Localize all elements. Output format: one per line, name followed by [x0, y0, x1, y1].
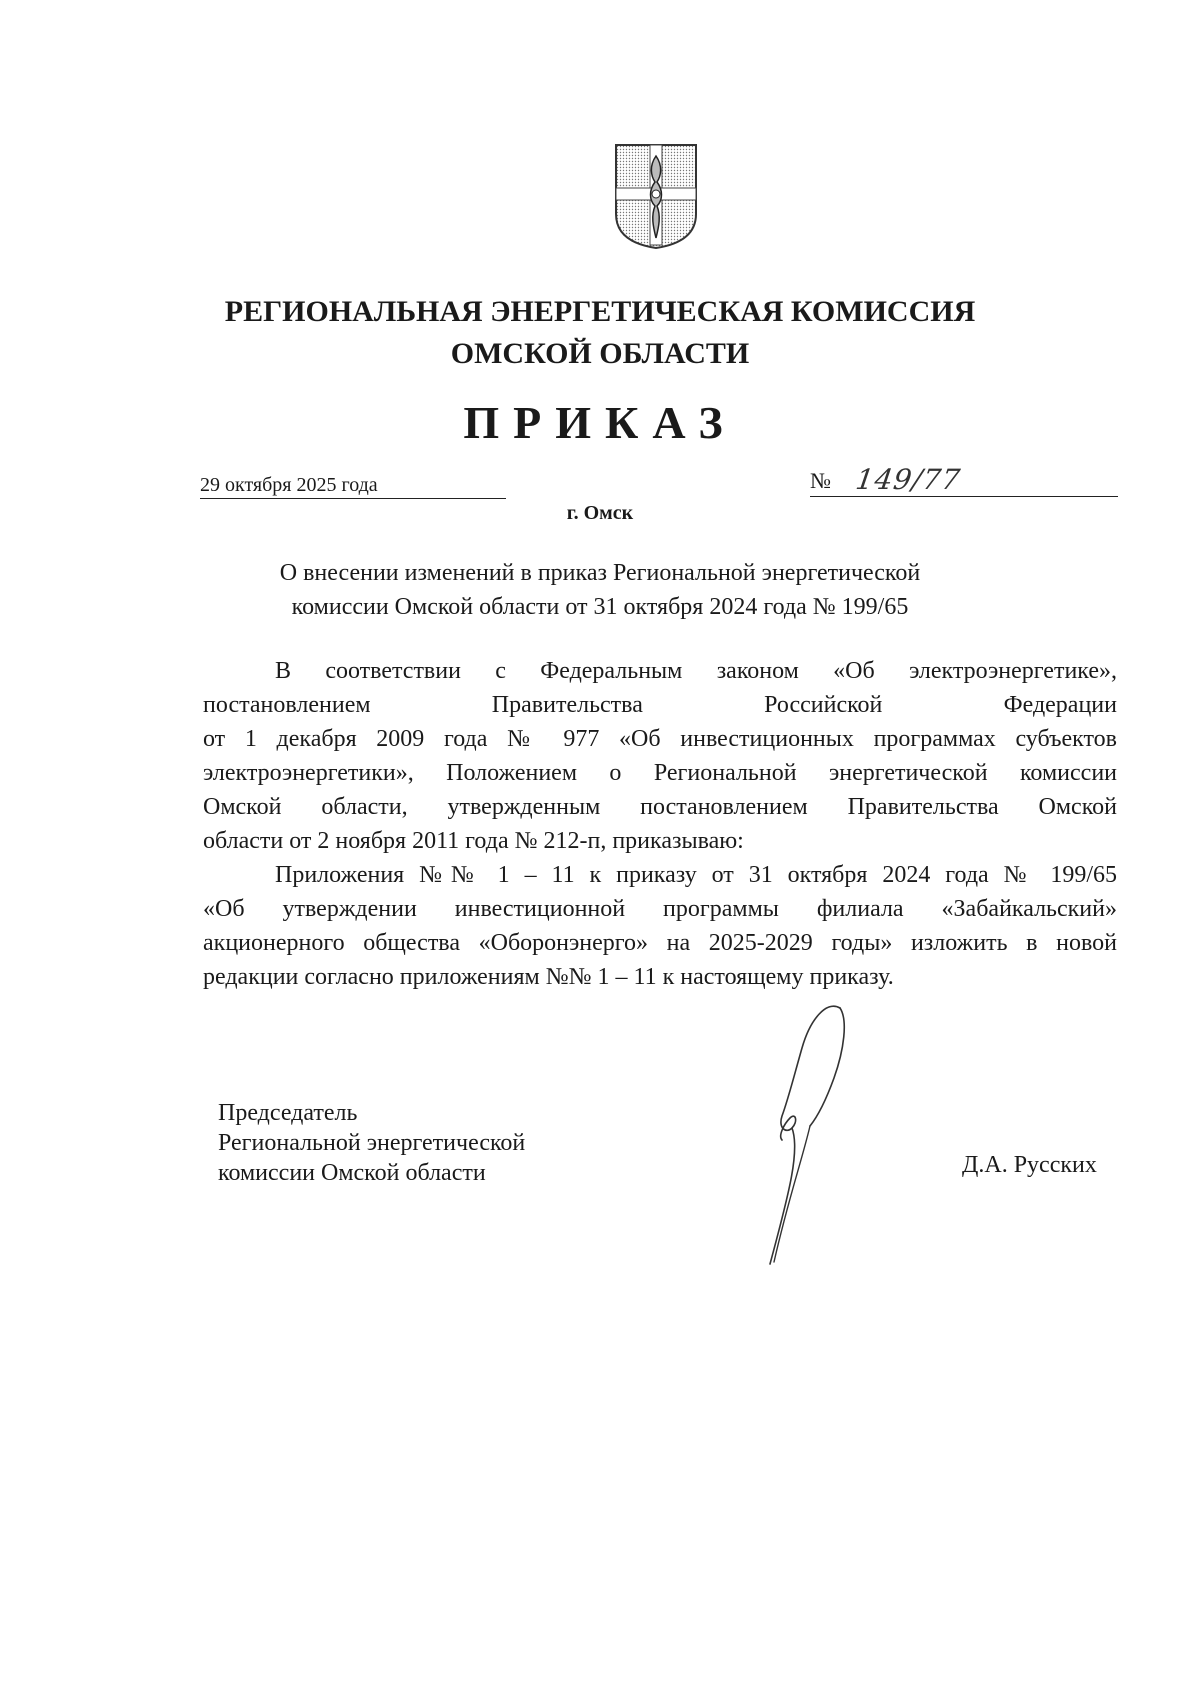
- body-line: акционерного общества «Оборонэнерго» на 2025-2029 годы» изложить в новой: [203, 930, 1117, 956]
- signatory-name: Д.А. Русских: [962, 1152, 1097, 1178]
- city: г. Омск: [566, 502, 634, 524]
- body-line: от 1 декабря 2009 года № 977 «Об инвестиционных программах субъектов: [203, 726, 1117, 752]
- document-number: 149/77: [853, 463, 963, 496]
- document-body: [203, 654, 1117, 994]
- body-line: области от 2 ноября 2011 года № 212-п, приказываю:: [203, 828, 744, 854]
- body-line: В соответствии с Федеральным законом «Об электроэнергетике»,: [275, 658, 1117, 684]
- position-line: Региональной энергетической: [218, 1130, 526, 1156]
- number-sign: №: [810, 468, 831, 493]
- subject-line: комиссии Омской области от 31 октября 2024 года № 199/65: [291, 594, 909, 620]
- paragraph-order: [203, 858, 1117, 994]
- handwritten-signature: [730, 1000, 850, 1270]
- paragraph-preamble: [203, 654, 1117, 858]
- coat-of-arms-icon: [613, 142, 699, 250]
- document-number-field: [810, 460, 1118, 497]
- body-line: Приложения №№ 1 – 11 к приказу от 31 октября 2024 года № 199/65: [275, 862, 1117, 888]
- document-subject: [0, 556, 1200, 624]
- body-line: «Об утверждении инвестиционной программы филиала «Забайкальский»: [203, 896, 1117, 922]
- body-line: электроэнергетики», Положением о Региональной энергетической комиссии: [203, 760, 1117, 786]
- position-line: Председатель: [218, 1100, 358, 1126]
- body-line: редакции согласно приложениям №№ 1 – 11 к настоящему приказу.: [203, 964, 894, 990]
- organization-name-line1: РЕГИОНАЛЬНАЯ ЭНЕРГЕТИЧЕСКАЯ КОМИССИЯ: [224, 295, 976, 328]
- document-date: 29 октября 2025 года: [200, 474, 506, 499]
- signatory-position: [218, 1098, 525, 1188]
- body-line: Омской области, утвержденным постановлением Правительства Омской: [203, 794, 1117, 820]
- position-line: комиссии Омской области: [218, 1160, 486, 1186]
- subject-line: О внесении изменений в приказ Региональной энергетической: [279, 560, 921, 586]
- body-line: постановлением Правительства Российской Федерации: [203, 692, 1117, 718]
- document-type-title: ПРИКАЗ: [463, 397, 737, 448]
- organization-name-line2: ОМСКОЙ ОБЛАСТИ: [450, 337, 750, 370]
